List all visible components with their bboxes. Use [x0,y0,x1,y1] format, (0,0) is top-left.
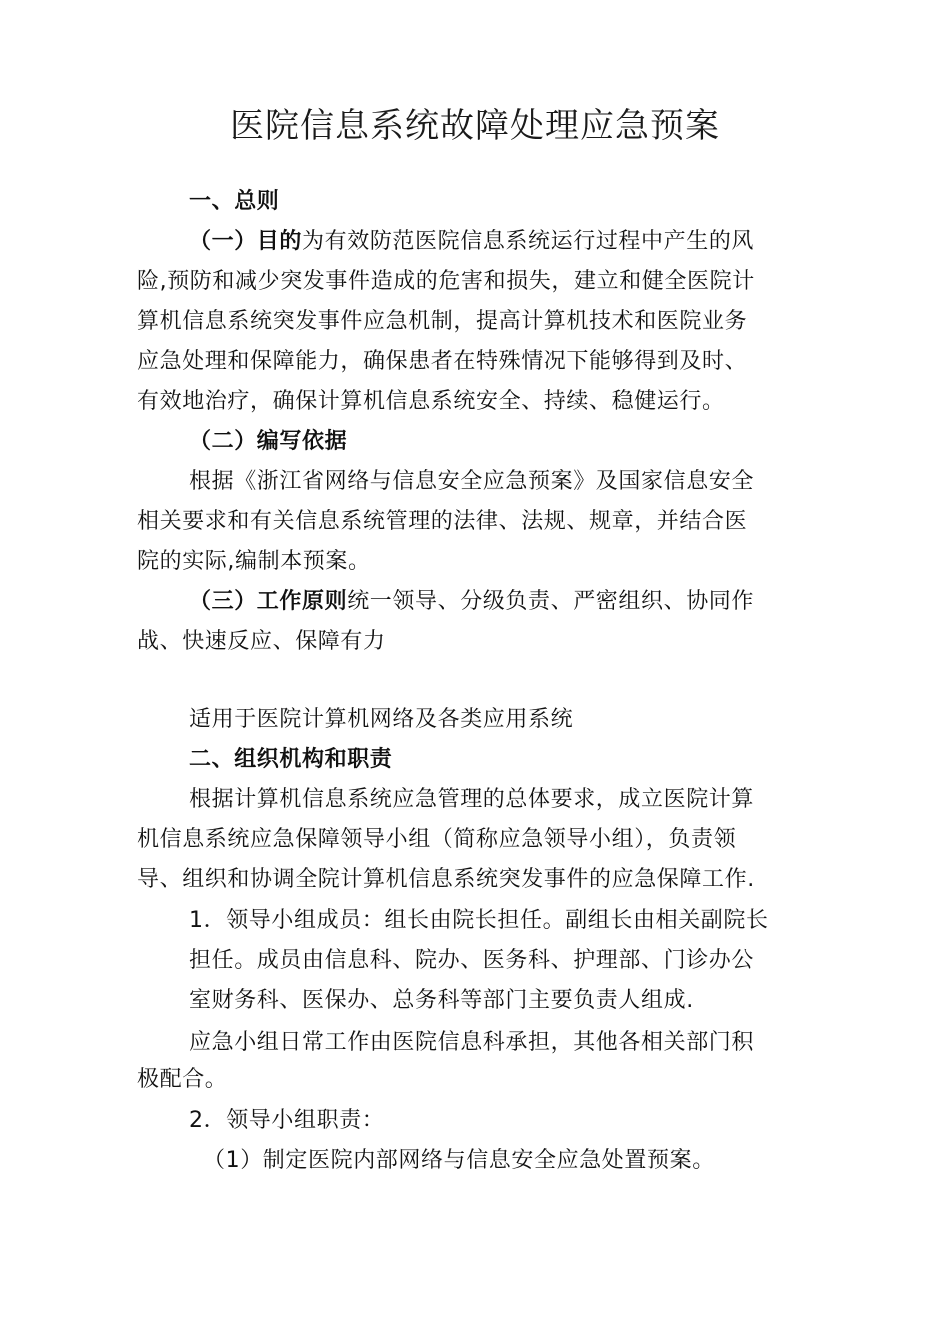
paragraph-daily-work-line: 极配合。 [137,1067,228,1092]
paragraph-purpose-line: 有效地治疗，确保计算机信息系统安全、持续、稳健运行。 [137,389,725,414]
list-subitem-duty-1: （1）制定医院内部网络与信息安全应急处置预案。 [203,1148,715,1173]
paragraph-principles-label: （三）工作原则 [189,589,348,614]
paragraph-organization-line: 机信息系统应急保障领导小组（简称应急领导小组），负责领 [137,827,737,852]
list-item-members-line: 1．领导小组成员：组长由院长担任。副组长由相关副院长 [189,908,769,933]
subheading-basis: （二）编写依据 [189,429,348,454]
paragraph-basis-line: 相关要求和有关信息系统管理的法律、法规、规章，并结合医 [137,509,748,534]
list-item-duties: 2．领导小组职责： [189,1108,385,1133]
paragraph-principles-text: 统一领导、分级负责、严密组织、协同作 [347,589,755,614]
paragraph-principles-line [189,588,754,616]
paragraph-scope: 适用于医院计算机网络及各类应用系统 [189,707,574,732]
paragraph-purpose-line: 算机信息系统突发事件应急机制，提高计算机技术和医院业务 [137,309,748,334]
paragraph-purpose-text: 为有效防范医院信息系统运行过程中产生的风 [302,229,755,254]
list-item-members-line: 担任。成员由信息科、院办、医务科、护理部、门诊办公 [189,948,755,973]
document-title: 医院信息系统故障处理应急预案 [230,106,720,146]
paragraph-daily-work-line: 应急小组日常工作由医院信息科承担，其他各相关部门积 [189,1030,755,1055]
paragraph-basis-line: 根据《浙江省网络与信息安全应急预案》及国家信息安全 [189,469,755,494]
paragraph-basis-line: 院的实际,编制本预案。 [137,549,371,574]
paragraph-purpose-label: （一）目的 [189,229,303,254]
section-heading-general: 一、总则 [189,189,280,214]
paragraph-purpose-line: 险,预防和减少突发事件造成的危害和损失，建立和健全医院计 [137,269,755,294]
paragraph-purpose-line [189,228,754,256]
list-item-members-line: 室财务科、医保办、总务科等部门主要负责人组成. [189,988,694,1013]
paragraph-organization-line: 根据计算机信息系统应急管理的总体要求，成立医院计算 [189,787,755,812]
paragraph-purpose-line: 应急处理和保障能力，确保患者在特殊情况下能够得到及时、 [137,349,748,374]
paragraph-principles-line: 战、快速反应、保障有力 [137,629,386,654]
section-heading-organization: 二、组织机构和职责 [189,747,393,772]
paragraph-organization-line: 导、组织和协调全院计算机信息系统突发事件的应急保障工作. [137,867,755,892]
